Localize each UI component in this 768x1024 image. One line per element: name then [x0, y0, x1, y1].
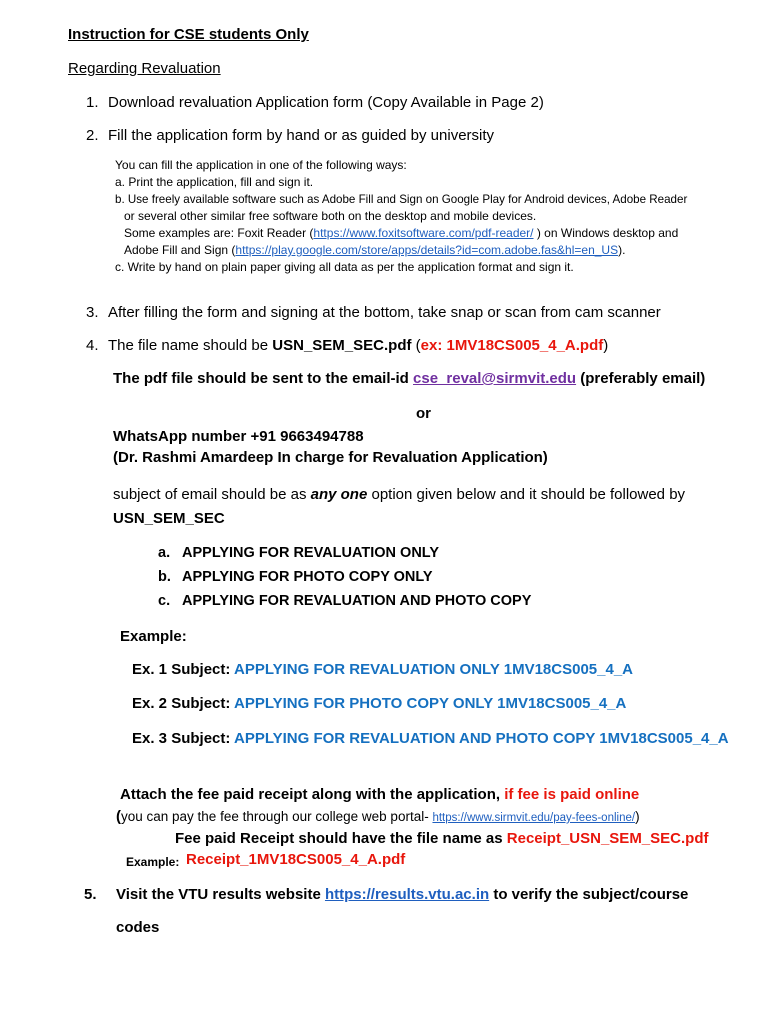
- foxit-prefix: Some examples are: Foxit Reader (: [124, 226, 314, 240]
- file-name-example: ex: 1MV18CS005_4_A.pdf: [420, 337, 604, 354]
- step-2-number: 2.: [86, 127, 99, 144]
- pdf-email-line: [113, 370, 705, 387]
- pay-fee-open-paren: (: [116, 808, 121, 825]
- receipt-example-value: Receipt_1MV18CS005_4_A.pdf: [186, 851, 406, 868]
- subject-instruction-prefix: subject of email should be as: [113, 486, 311, 503]
- or-separator: or: [416, 405, 431, 422]
- step-1-number: 1.: [86, 94, 99, 111]
- fill-method-b-line2: or several other similar free software both on the desktop and mobile devices.: [124, 209, 537, 223]
- pay-fee-close-paren: ): [635, 809, 640, 824]
- option-c-letter: c.: [158, 593, 171, 609]
- whatsapp-number: WhatsApp number +91 9663494788: [113, 428, 364, 445]
- example-2-label: Ex. 2 Subject:: [132, 695, 234, 712]
- example-3-value: APPLYING FOR REVALUATION AND PHOTO COPY 1MV18CS005_4_A: [233, 730, 729, 747]
- example-3-label: Ex. 3 Subject:: [132, 730, 234, 747]
- pdf-email-prefix: The pdf file should be sent to the email-id: [113, 370, 414, 387]
- receipt-filename-format: Receipt_USN_SEM_SEC.pdf: [506, 830, 709, 847]
- foxit-link[interactable]: https://www.foxitsoftware.com/pdf-reader/: [313, 226, 534, 240]
- fill-method-c: c. Write by hand on plain paper giving all data as per the application format and sign it.: [115, 260, 574, 274]
- adobe-suffix: ).: [618, 243, 626, 257]
- pay-fee-text: you can pay the fee through our college web portal-: [121, 809, 433, 824]
- step-2-text: Fill the application form by hand or as guided by university: [108, 127, 495, 144]
- example-3: [132, 730, 729, 747]
- example-1: [132, 661, 633, 678]
- option-b-letter: b.: [158, 569, 171, 585]
- option-b-text: APPLYING FOR PHOTO COPY ONLY: [182, 569, 433, 585]
- step-5-number: 5.: [84, 886, 97, 903]
- receipt-filename-text: Fee paid Receipt should have the file name as: [175, 830, 507, 847]
- example-1-value: APPLYING FOR REVALUATION ONLY 1MV18CS005_4_A: [233, 661, 633, 678]
- option-c-text: APPLYING FOR REVALUATION AND PHOTO COPY: [182, 593, 532, 609]
- example-heading: Example:: [120, 628, 187, 645]
- step-5-suffix: to verify the subject/course: [489, 886, 689, 903]
- attach-receipt-text: Attach the fee paid receipt along with the application,: [120, 786, 505, 803]
- foxit-suffix: ) on Windows desktop and: [533, 226, 679, 240]
- example-2: [132, 695, 626, 712]
- step-3-number: 3.: [86, 304, 99, 321]
- document-subtitle: Regarding Revaluation: [68, 60, 221, 77]
- attach-receipt-line: [120, 786, 639, 803]
- incharge-name: (Dr. Rashmi Amardeep In charge for Revaluation Application): [113, 449, 548, 466]
- fill-method-a: a. Print the application, fill and sign it.: [115, 175, 314, 189]
- example-2-value: APPLYING FOR PHOTO COPY ONLY 1MV18CS005_4_A: [233, 695, 627, 712]
- revaluation-email-link[interactable]: cse_reval@sirmvit.edu: [413, 370, 577, 387]
- step-5-continuation: codes: [116, 919, 160, 936]
- receipt-filename-line: [175, 830, 708, 847]
- subject-instruction-suffix: option given below and it should be followed by: [367, 486, 686, 503]
- fee-online-condition: if fee is paid online: [504, 786, 640, 803]
- step-4-prefix: The file name should be: [108, 337, 273, 354]
- adobe-fill-sign-link[interactable]: https://play.google.com/store/apps/details?id=com.adobe.fas&hl=en_US: [235, 243, 619, 257]
- fill-method-b-line4: [124, 242, 625, 259]
- step-3-text: After filling the form and signing at the bottom, take snap or scan from cam scanner: [108, 304, 661, 321]
- pdf-email-suffix: (preferably email): [576, 370, 706, 387]
- file-name-format: USN_SEM_SEC.pdf: [272, 337, 412, 354]
- option-a-letter: a.: [158, 545, 171, 561]
- fill-methods-intro: You can fill the application in one of the following ways:: [115, 158, 407, 172]
- fill-method-b-line3: [124, 225, 678, 242]
- pay-fees-online-link[interactable]: https://www.sirmvit.edu/pay-fees-online/: [432, 812, 636, 824]
- pay-fee-line: [116, 808, 640, 825]
- example-1-label: Ex. 1 Subject:: [132, 661, 234, 678]
- adobe-prefix: Adobe Fill and Sign (: [124, 243, 236, 257]
- step-4-close-paren: ): [603, 337, 609, 354]
- receipt-example-label: Example:: [126, 855, 180, 869]
- document-title: Instruction for CSE students Only: [68, 26, 309, 43]
- step-5-prefix: Visit the VTU results website: [116, 886, 325, 903]
- any-one-emphasis: any one: [310, 486, 368, 503]
- step-4-open-paren: (: [411, 337, 421, 354]
- usn-sem-sec-label: USN_SEM_SEC: [113, 510, 225, 527]
- option-a-text: APPLYING FOR REVALUATION ONLY: [182, 545, 439, 561]
- step-4-number: 4.: [86, 337, 99, 354]
- step-1-text: Download revaluation Application form (Copy Available in Page 2): [108, 94, 544, 111]
- step-5-text: [116, 886, 688, 903]
- fill-method-b-line1: b. Use freely available software such as Adobe Fill and Sign on Google Play for Android devices, Adobe Reader: [115, 193, 688, 206]
- subject-instruction: [113, 486, 685, 503]
- vtu-results-link[interactable]: https://results.vtu.ac.in: [324, 886, 490, 903]
- step-4-text: [108, 337, 608, 354]
